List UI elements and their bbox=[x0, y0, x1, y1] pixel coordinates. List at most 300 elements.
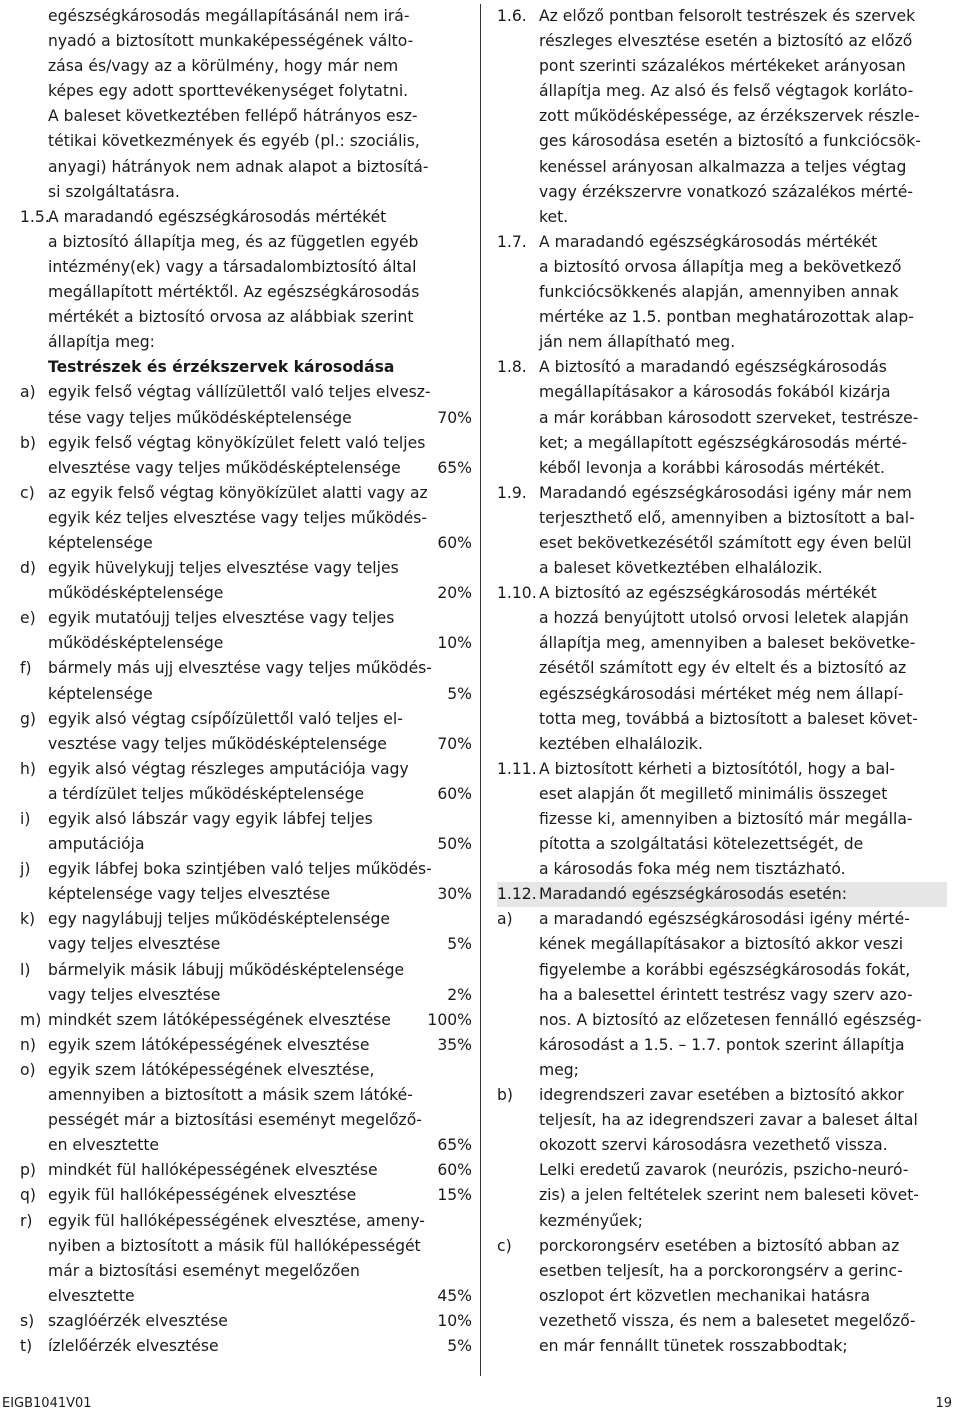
column-divider bbox=[480, 4, 481, 1376]
section-line bbox=[497, 104, 947, 129]
list-item-percentage: 60% bbox=[437, 533, 472, 552]
list-item-label: b) bbox=[497, 1086, 513, 1105]
list-item-text: ha a balesettel érintett testrész vagy szerv azo- bbox=[539, 985, 913, 1004]
section-number-spacer bbox=[497, 807, 539, 832]
list-item-line bbox=[20, 1008, 472, 1033]
list-item-line bbox=[20, 1309, 472, 1334]
list-item-label: k) bbox=[20, 910, 36, 929]
list-item-text: az egyik felső végtag könyökízület alatti vagy az bbox=[48, 483, 428, 502]
list-item-text bbox=[48, 406, 472, 431]
section-text: kenéssel arányosan alkalmazza a teljes végtag bbox=[539, 157, 907, 176]
list-item-percentage: 5% bbox=[447, 1336, 472, 1355]
section-line bbox=[497, 631, 947, 656]
list-item-line bbox=[20, 406, 472, 431]
list-item-label-spacer bbox=[20, 1284, 48, 1309]
section-line bbox=[497, 431, 947, 456]
section-line bbox=[497, 732, 947, 757]
list-item-label-spacer bbox=[20, 932, 48, 957]
list-item-label: p) bbox=[20, 1161, 36, 1180]
section-line bbox=[497, 506, 947, 531]
section-text: A biztosító az egészségkárosodás mértékét bbox=[539, 584, 877, 603]
list-item-description: a térdízület teljes működésképtelensége bbox=[48, 784, 365, 803]
list-item-label: o) bbox=[20, 1060, 36, 1079]
section-line bbox=[497, 807, 947, 832]
list-item-line bbox=[497, 1133, 947, 1158]
list-item-line bbox=[20, 1209, 472, 1234]
section-text: ket; a megállapított egészségkárosodás mérté- bbox=[539, 433, 908, 452]
section-text: fizesse ki, amennyiben a biztosító már megálla- bbox=[539, 810, 913, 828]
section-text: mértékét a biztosító orvosa az alábbiak szerint bbox=[48, 308, 414, 327]
list-item-label-spacer bbox=[20, 506, 48, 531]
list-item-percentage: 35% bbox=[437, 1035, 472, 1054]
list-item-line bbox=[20, 581, 472, 606]
list-item-label-spacer bbox=[497, 958, 539, 983]
list-item-line bbox=[497, 1158, 947, 1183]
list-item-text: porckorongsérv esetében a biztosító abban az bbox=[539, 1236, 900, 1255]
section-line bbox=[497, 531, 947, 556]
list-item-line bbox=[20, 1108, 472, 1133]
list-item-label-spacer bbox=[20, 581, 48, 606]
list-item-line bbox=[497, 1008, 947, 1033]
paragraph-line: tétikai következmények és egyéb (pl.: szociális, bbox=[48, 132, 420, 151]
section-number: 1.5. bbox=[20, 207, 50, 226]
section-text: totta meg, továbbá a biztosított a baleset követ- bbox=[539, 709, 918, 728]
list-item-label: b) bbox=[20, 433, 36, 452]
list-item-text: kezményűek; bbox=[539, 1211, 643, 1230]
list-item-line bbox=[20, 1284, 472, 1309]
list-item-line bbox=[20, 1259, 472, 1284]
list-item-text: egyik fül hallóképességének elvesztése, ameny- bbox=[48, 1211, 425, 1230]
section-text: pította a szolgáltatási kötelezettségét, de bbox=[539, 835, 864, 854]
list-item-line bbox=[497, 1284, 947, 1309]
list-item-line bbox=[497, 1108, 947, 1133]
list-item-label: r) bbox=[20, 1211, 33, 1230]
list-item-percentage: 15% bbox=[437, 1186, 472, 1205]
section-line bbox=[497, 481, 947, 506]
list-item-text: kének megállapításakor a biztosító akkor veszi bbox=[539, 935, 904, 954]
section-number-spacer bbox=[497, 732, 539, 757]
list-item-text bbox=[48, 1158, 472, 1183]
list-item-line bbox=[20, 656, 472, 681]
list-item-label-spacer bbox=[497, 1334, 539, 1359]
list-item-description: működésképtelensége bbox=[48, 634, 224, 653]
list-item-description: vagy teljes elvesztése bbox=[48, 935, 221, 954]
list-item-percentage: 100% bbox=[427, 1010, 472, 1029]
list-item-percentage: 70% bbox=[437, 734, 472, 753]
list-item-description: amputációja bbox=[48, 835, 145, 854]
list-item-line bbox=[20, 1133, 472, 1158]
section-number-spacer bbox=[497, 54, 539, 79]
list-item-text: egyik alsó végtag részleges amputációja vagy bbox=[48, 759, 409, 778]
paragraph-line: anyagi) hátrányok nem adnak alapot a biztosítá- bbox=[48, 157, 429, 176]
section-text: részleges elvesztése esetén a biztosító az előző bbox=[539, 32, 913, 51]
section-number: 1.11. bbox=[497, 759, 537, 778]
list-item-description: mindkét szem látóképességének elvesztése bbox=[48, 1010, 391, 1029]
paragraph-line: képes egy adott sporttevékenységet folytatni. bbox=[48, 82, 409, 101]
list-item-text: már a biztosítási eseményt megelőzően bbox=[48, 1261, 360, 1280]
section-number-spacer bbox=[497, 29, 539, 54]
section-text: A biztosító a maradandó egészségkárosodás bbox=[539, 358, 887, 377]
right-column bbox=[497, 4, 947, 1359]
list-item-text bbox=[48, 1033, 472, 1058]
list-item-percentage: 65% bbox=[437, 1136, 472, 1155]
list-item-text bbox=[48, 531, 472, 556]
section-text: A biztosított kérheti a biztosítótól, hogy a bal- bbox=[539, 759, 896, 778]
section-number-spacer bbox=[20, 280, 48, 305]
list-item-line bbox=[497, 1234, 947, 1259]
section-line bbox=[497, 406, 947, 431]
list-item-line bbox=[497, 1083, 947, 1108]
list-item-description: képtelensége bbox=[48, 533, 153, 552]
list-item-text: Lelki eredetű zavarok (neurózis, pszicho-neuró- bbox=[539, 1161, 909, 1180]
list-item-line bbox=[497, 1209, 947, 1234]
section-number-spacer bbox=[497, 255, 539, 280]
list-item-percentage: 10% bbox=[437, 634, 472, 653]
list-item-line bbox=[20, 456, 472, 481]
list-item-text bbox=[48, 1133, 472, 1158]
list-item-text: nos. A biztosító az előzetesen fennálló egészség- bbox=[539, 1010, 922, 1029]
section-text: A maradandó egészségkárosodás mértékét bbox=[539, 232, 878, 251]
list-item-line bbox=[20, 857, 472, 882]
section-text: eset alapján őt megillető minimális összeget bbox=[539, 784, 888, 803]
paragraph-line: egészségkárosodás megállapításánál nem irá- bbox=[48, 7, 410, 25]
section-line bbox=[497, 606, 947, 631]
list-item-line bbox=[497, 1259, 947, 1284]
section-text: állapítja meg: bbox=[48, 333, 155, 352]
list-item-line bbox=[497, 983, 947, 1008]
list-item-label: f) bbox=[20, 659, 32, 678]
list-item-label: l) bbox=[20, 960, 31, 979]
list-item-description: működésképtelensége bbox=[48, 584, 224, 603]
list-item-label-spacer bbox=[20, 983, 48, 1008]
section-line bbox=[497, 757, 947, 782]
list-item-percentage: 45% bbox=[437, 1286, 472, 1305]
list-item-description: elvesztése vagy teljes működésképtelensége bbox=[48, 458, 401, 477]
page-number: 19 bbox=[935, 1396, 952, 1411]
list-item-percentage: 70% bbox=[437, 408, 472, 427]
section-text: a baleset következtében elhalálozik. bbox=[539, 559, 823, 578]
list-item-percentage: 30% bbox=[437, 885, 472, 904]
list-item-line bbox=[497, 1183, 947, 1208]
list-item-percentage: 5% bbox=[447, 935, 472, 954]
list-item-text bbox=[48, 682, 472, 707]
list-item-text: egyik felső végtag könyökízület felett való teljes bbox=[48, 433, 426, 452]
section-number-spacer bbox=[20, 330, 48, 355]
list-item-label: g) bbox=[20, 709, 36, 728]
list-item-line bbox=[497, 932, 947, 957]
section-number-spacer bbox=[497, 280, 539, 305]
list-item-label-spacer bbox=[20, 1108, 48, 1133]
list-item-label: a) bbox=[20, 383, 36, 402]
section-line bbox=[497, 380, 947, 405]
section-number-spacer bbox=[497, 406, 539, 431]
paragraph-line: si szolgáltatásra. bbox=[48, 182, 180, 201]
section-text: ges károsodása esetén a biztosító a funkciócsök- bbox=[539, 132, 921, 151]
section-line bbox=[497, 29, 947, 54]
list-item-text: figyelembe a korábbi egészségkárosodás fokát, bbox=[539, 960, 911, 979]
list-item-label-spacer bbox=[20, 1234, 48, 1259]
section-text: intézmény(ek) vagy a társadalombiztosító által bbox=[48, 257, 417, 276]
section-line bbox=[497, 707, 947, 732]
section-line bbox=[497, 355, 947, 380]
list-item-label: d) bbox=[20, 559, 36, 578]
paragraph-line: A baleset következtében fellépő hátrányos esz- bbox=[48, 107, 418, 126]
section-number-spacer bbox=[497, 707, 539, 732]
list-item-text: egyik hüvelykujj teljes elvesztése vagy teljes bbox=[48, 559, 399, 578]
list-item-line bbox=[497, 1058, 947, 1083]
list-item-description: képtelensége vagy teljes elvesztése bbox=[48, 885, 331, 904]
list-item-text: bármelyik másik lábujj működésképtelensége bbox=[48, 960, 405, 979]
section-line bbox=[497, 832, 947, 857]
list-item-text: okozott szervi károsodásra vezethető vissza. bbox=[539, 1136, 888, 1155]
section-number-spacer bbox=[497, 556, 539, 581]
list-item-line bbox=[20, 983, 472, 1008]
list-item-text: egyik alsó lábszár vagy egyik lábfej teljes bbox=[48, 810, 373, 828]
list-item-label-spacer bbox=[20, 1259, 48, 1284]
section-number-spacer bbox=[497, 305, 539, 330]
section-number-spacer bbox=[497, 531, 539, 556]
section-line bbox=[20, 230, 472, 255]
list-item-text bbox=[48, 732, 472, 757]
section-text: keztében elhalálozik. bbox=[539, 734, 703, 753]
section-title: Maradandó egészségkárosodás esetén: bbox=[539, 885, 847, 904]
list-item-line bbox=[497, 907, 947, 932]
section-text: zott működésképessége, az érzékszervek részle- bbox=[539, 107, 920, 126]
list-item-label-spacer bbox=[20, 732, 48, 757]
section-text: a károsodás foka még nem tisztázható. bbox=[539, 860, 846, 879]
list-item-line bbox=[20, 606, 472, 631]
list-item-text bbox=[48, 1284, 472, 1309]
list-item-line bbox=[20, 556, 472, 581]
list-item-line bbox=[20, 958, 472, 983]
list-item-line bbox=[20, 1058, 472, 1083]
section-text: a már korábban károsodott szerveket, testrésze- bbox=[539, 408, 919, 427]
list-item-label-spacer bbox=[20, 832, 48, 857]
section-number-spacer bbox=[497, 506, 539, 531]
list-item-description: szaglóérzék elvesztése bbox=[48, 1311, 228, 1330]
left-column bbox=[20, 4, 472, 1359]
list-item-text: egyik kéz teljes elvesztése vagy teljes működés- bbox=[48, 508, 427, 527]
list-item-label-spacer bbox=[497, 1033, 539, 1058]
section-text: a biztosító orvosa állapítja meg a bekövetkező bbox=[539, 257, 902, 276]
list-item-text bbox=[48, 631, 472, 656]
list-item-percentage: 65% bbox=[437, 458, 472, 477]
list-item-description: egyik fül hallóképességének elvesztése bbox=[48, 1186, 357, 1205]
section-number-spacer bbox=[497, 129, 539, 154]
list-item-description: egyik szem látóképességének elvesztése bbox=[48, 1035, 370, 1054]
list-item-label: h) bbox=[20, 759, 36, 778]
list-item-text: oszlopot ért közvetlen mechanikai hatásra bbox=[539, 1286, 871, 1305]
list-item-text bbox=[48, 1334, 472, 1359]
section-text: megállapításakor a károsodás fokából kizárja bbox=[539, 383, 891, 402]
section-text: egészségkárosodási mértéket még nem állapí- bbox=[539, 684, 904, 703]
section-text: Az előző pontban felsorolt testrészek és szervek bbox=[539, 7, 916, 25]
section-line bbox=[497, 255, 947, 280]
list-item-percentage: 60% bbox=[437, 1161, 472, 1180]
section-text: terjeszthető elő, amennyiben a biztosított a bal- bbox=[539, 508, 915, 527]
list-item-label: t) bbox=[20, 1336, 33, 1355]
list-item-label-spacer bbox=[20, 531, 48, 556]
list-item-line bbox=[497, 958, 947, 983]
list-item-text bbox=[48, 782, 472, 807]
list-item-label-spacer bbox=[20, 631, 48, 656]
section-number-spacer bbox=[20, 255, 48, 280]
list-item-text: vezethető vissza, és nem a balesetet megelőző- bbox=[539, 1311, 916, 1330]
section-number-spacer bbox=[20, 305, 48, 330]
section-line bbox=[497, 305, 947, 330]
list-item-label-spacer bbox=[20, 456, 48, 481]
list-item-text: meg; bbox=[539, 1060, 579, 1079]
list-item-line bbox=[20, 380, 472, 405]
list-item-line bbox=[20, 506, 472, 531]
section-line bbox=[20, 255, 472, 280]
list-item-text: egyik szem látóképességének elvesztése, bbox=[48, 1060, 375, 1079]
list-item-label: c) bbox=[20, 483, 35, 502]
list-item-description: elvesztette bbox=[48, 1286, 135, 1305]
section-text: ket. bbox=[539, 207, 569, 226]
list-item-line bbox=[20, 631, 472, 656]
section-number-spacer bbox=[497, 180, 539, 205]
list-item-label-spacer bbox=[497, 1058, 539, 1083]
section-text: mértéke az 1.5. pontban meghatározottak alap- bbox=[539, 308, 914, 327]
section-line bbox=[497, 205, 947, 230]
paragraph-line: zása és/vagy az a körülmény, hogy már nem bbox=[48, 57, 399, 76]
section-number-spacer bbox=[497, 104, 539, 129]
list-item-label: q) bbox=[20, 1186, 36, 1205]
section-line bbox=[497, 4, 947, 29]
section-number: 1.6. bbox=[497, 7, 527, 25]
document-code: EIGB1041V01 bbox=[2, 1396, 92, 1411]
section-line bbox=[497, 581, 947, 606]
section-line bbox=[497, 556, 947, 581]
list-item-line bbox=[20, 882, 472, 907]
list-item-line bbox=[20, 531, 472, 556]
section-text: A maradandó egészségkárosodás mértékét bbox=[48, 207, 387, 226]
list-item-text: bármely más ujj elvesztése vagy teljes működés- bbox=[48, 659, 432, 678]
section-line bbox=[497, 54, 947, 79]
list-item-line bbox=[20, 782, 472, 807]
list-item-label: c) bbox=[497, 1236, 512, 1255]
section-number: 1.8. bbox=[497, 358, 527, 377]
section-number-spacer bbox=[497, 682, 539, 707]
section-number-spacer bbox=[497, 782, 539, 807]
section-number-spacer bbox=[497, 79, 539, 104]
list-item-description: vagy teljes elvesztése bbox=[48, 985, 221, 1004]
section-number-spacer bbox=[497, 656, 539, 681]
list-item-percentage: 2% bbox=[447, 985, 472, 1004]
list-item-line bbox=[20, 907, 472, 932]
section-number-spacer bbox=[497, 606, 539, 631]
list-item-line bbox=[20, 481, 472, 506]
list-item-text bbox=[48, 581, 472, 606]
list-item-text: egyik alsó végtag csípőízülettől való teljes el- bbox=[48, 709, 403, 728]
paragraph-line: nyadó a biztosított munkaképességének válto- bbox=[48, 32, 414, 51]
section-header bbox=[497, 882, 947, 907]
section-text: a hozzá benyújtott utolsó orvosi leletek alapján bbox=[539, 609, 909, 628]
list-item-line bbox=[20, 1083, 472, 1108]
list-item-line bbox=[497, 1033, 947, 1058]
list-item-text bbox=[48, 983, 472, 1008]
section-line bbox=[497, 782, 947, 807]
list-item-description: vesztése vagy teljes működésképtelensége bbox=[48, 734, 387, 753]
list-item-text: en már fennállt tünetek rosszabbodtak; bbox=[539, 1336, 848, 1355]
section-number-spacer bbox=[497, 205, 539, 230]
list-item-text: egy nagylábujj teljes működésképtelensége bbox=[48, 910, 390, 929]
list-item-label-spacer bbox=[20, 882, 48, 907]
section-line bbox=[497, 456, 947, 481]
list-item-text bbox=[48, 1309, 472, 1334]
list-item-label-spacer bbox=[497, 1108, 539, 1133]
list-item-line bbox=[20, 1033, 472, 1058]
list-item-line bbox=[20, 682, 472, 707]
section-line bbox=[20, 305, 472, 330]
section-number-spacer bbox=[497, 380, 539, 405]
section-number: 1.9. bbox=[497, 483, 527, 502]
list-item-label-spacer bbox=[497, 983, 539, 1008]
list-item-line bbox=[20, 1158, 472, 1183]
list-item-label: i) bbox=[20, 810, 31, 828]
list-item-label: n) bbox=[20, 1035, 36, 1054]
section-number-spacer bbox=[497, 631, 539, 656]
list-item-label-spacer bbox=[497, 1008, 539, 1033]
section-text: kéből levonja a korábbi károsodás mértékét. bbox=[539, 458, 885, 477]
list-item-percentage: 10% bbox=[437, 1311, 472, 1330]
list-item-line bbox=[20, 707, 472, 732]
list-item-text bbox=[48, 932, 472, 957]
section-number-spacer bbox=[497, 155, 539, 180]
list-item-description: mindkét fül hallóképességének elvesztése bbox=[48, 1161, 378, 1180]
list-item-line bbox=[20, 757, 472, 782]
list-item-text bbox=[48, 832, 472, 857]
list-item-line bbox=[20, 431, 472, 456]
list-item-label: m) bbox=[20, 1010, 42, 1029]
list-item-label: s) bbox=[20, 1311, 35, 1330]
list-item-label-spacer bbox=[20, 1083, 48, 1108]
section-number: 1.10. bbox=[497, 584, 537, 603]
section-text: a biztosító állapítja meg, és az független egyéb bbox=[48, 232, 419, 251]
section-number: 1.12. bbox=[497, 885, 537, 904]
list-item-text bbox=[48, 1008, 472, 1033]
section-text: funkciócsökkenés alapján, amennyiben annak bbox=[539, 283, 899, 302]
section-number-spacer bbox=[497, 832, 539, 857]
section-text: zésétől számított egy év eltelt és a biztosító az bbox=[539, 659, 907, 678]
list-item-line bbox=[497, 1334, 947, 1359]
list-item-line bbox=[20, 1334, 472, 1359]
list-item-label: a) bbox=[497, 910, 513, 929]
list-item-label-spacer bbox=[497, 1309, 539, 1334]
section-line bbox=[497, 79, 947, 104]
table-heading: Testrészek és érzékszervek károsodása bbox=[48, 358, 395, 377]
section-line bbox=[497, 656, 947, 681]
list-item-label-spacer bbox=[497, 932, 539, 957]
list-item-description: tése vagy teljes működésképtelensége bbox=[48, 408, 352, 427]
list-item-line bbox=[20, 932, 472, 957]
section-line bbox=[497, 330, 947, 355]
section-number-spacer bbox=[497, 857, 539, 882]
list-item-description: ízlelőérzék elvesztése bbox=[48, 1336, 219, 1355]
list-item-line bbox=[497, 1309, 947, 1334]
list-item-label-spacer bbox=[497, 1133, 539, 1158]
list-item-line bbox=[20, 832, 472, 857]
list-item-text: esetben teljesít, ha a porckorongsérv a gerinc- bbox=[539, 1261, 903, 1280]
list-item-text: pességét már a biztosítási eseményt megelőző- bbox=[48, 1111, 422, 1130]
section-text: megállapított mértéktől. Az egészségkárosodás bbox=[48, 283, 420, 302]
list-item-label-spacer bbox=[497, 1209, 539, 1234]
section-line bbox=[497, 682, 947, 707]
list-item-text: nyiben a biztosított a másik fül hallóképességét bbox=[48, 1236, 421, 1255]
list-item-line bbox=[20, 1234, 472, 1259]
section-line bbox=[20, 330, 472, 355]
